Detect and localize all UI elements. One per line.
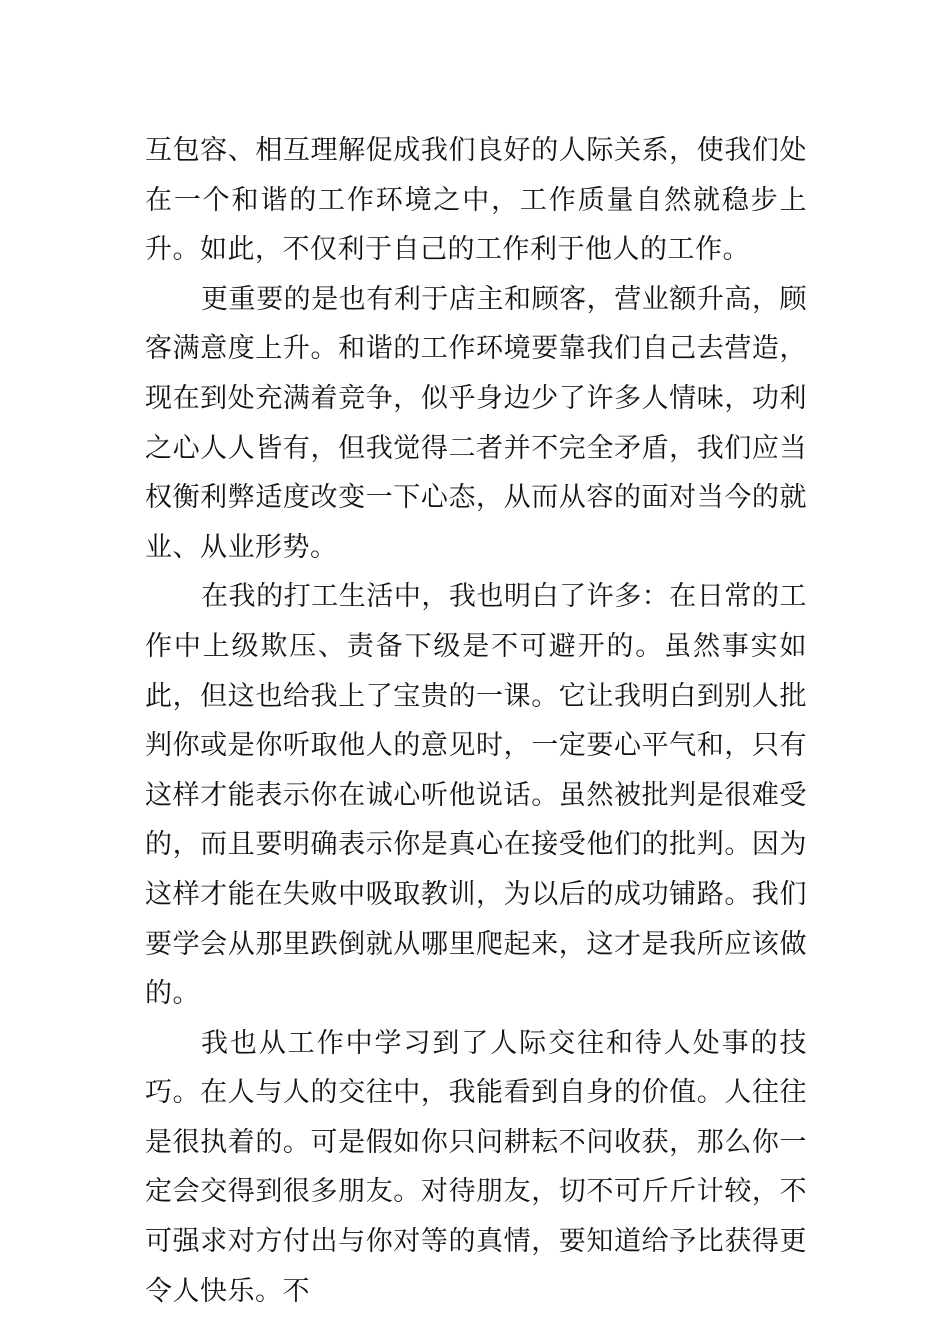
document-body	[145, 126, 807, 1316]
paragraph-2: 更重要的是也有利于店主和顾客，营业额升高，顾客满意度上升。和谐的工作环境要靠我们自己去营造，现在到处充满着竞争，似乎身边少了许多人情味，功利之心人人皆有，但我觉得二者并不完全矛盾，我们应当权衡利弊适度改变一下心态，从而从容的面对当今的就业、从业形势。	[145, 283, 807, 563]
paragraph-4: 我也从工作中学习到了人际交往和待人处事的技巧。在人与人的交往中，我能看到自身的价值。人往往是很执着的。可是假如你只问耕耘不问收获，那么你一定会交得到很多朋友。对待朋友，切不可斤斤计较，不可强求对方付出与你对等的真情，要知道给予比获得更令人快乐。不	[145, 1027, 807, 1307]
paragraph-1: 互包容、相互理解促成我们良好的人际关系，使我们处在一个和谐的工作环境之中，工作质量自然就稳步上升。如此，不仅利于自己的工作利于他人的工作。	[145, 135, 807, 266]
paragraph-3: 在我的打工生活中，我也明白了许多：在日常的工作中上级欺压、责备下级是不可避开的。虽然事实如此，但这也给我上了宝贵的一课。它让我明白到别人批判你或是你听取他人的意见时，一定要心平气和，只有这样才能表示你在诚心听他说话。虽然被批判是很难受的，而且要明确表示你是真心在接受他们的批判。因为这样才能在失败中吸取教训，为以后的成功铺路。我们要学会从那里跌倒就从哪里爬起来，这才是我所应该做的。	[145, 581, 807, 1010]
